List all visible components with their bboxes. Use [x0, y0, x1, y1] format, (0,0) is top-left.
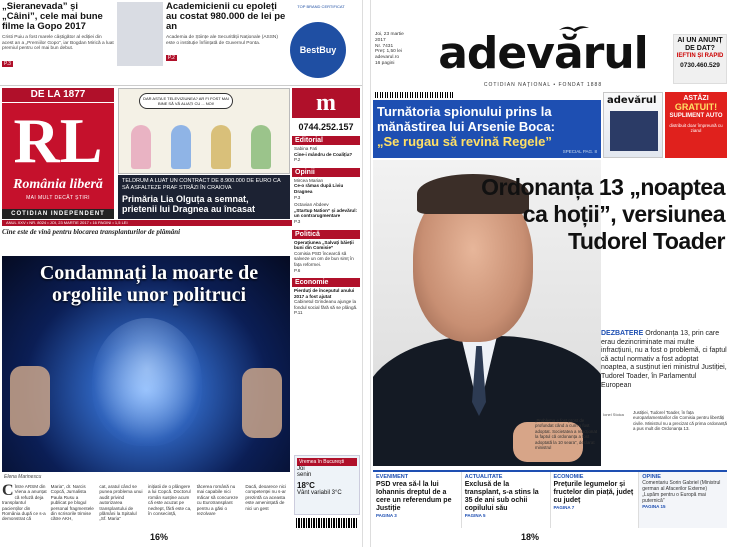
portrait-photo: [117, 2, 163, 66]
teaser-title: „Startup Nation” și adevărul: un contrarugmentare: [294, 207, 358, 219]
cartoon-headline: Primăria Lia Olguța a semnat, prietenii lui Dragnea au încasat: [122, 194, 256, 214]
masthead-tagline: COTIDIAN NAȚIONAL • FONDAT 1888: [483, 82, 603, 88]
page-ref: P.2: [168, 55, 175, 62]
cartoon-figure: [131, 125, 151, 169]
weather-state: senin: [297, 472, 312, 478]
author: Octavian Abdeev: [294, 202, 329, 208]
teaser-title: Pierduți de începutul anului 2017 a fost ajutat: [294, 288, 355, 299]
m-logo: m: [292, 88, 360, 118]
top-story-headline: Academicienii cu epoleți au costat 980.000 de lei pe an: [166, 1, 286, 32]
teaser-label: EVENIMENT: [376, 474, 409, 480]
byline: Elena Marinescu: [4, 474, 42, 480]
weather-day: Joi: [297, 466, 305, 472]
top-strip: [0, 0, 362, 86]
masthead-adevarul[interactable]: adevărul: [438, 28, 648, 79]
page-ref: P.2: [294, 157, 301, 163]
issue-site: adevarul.ro: [375, 55, 399, 61]
page-ref: PAGINA 3: [376, 513, 397, 518]
teaser-headline: Exclusă de la transplant, s-a stins la 35 de ani sub ochii copilului său: [464, 481, 539, 512]
percent-caption-left: 16%: [150, 532, 169, 542]
free-line1: ASTĂZI: [683, 95, 709, 102]
cartoon-figure: [211, 125, 231, 169]
teaser-headline: Prețurile legumelor și fructelor din piață, județ cu județ: [553, 481, 634, 504]
top-story-text: Cristi Puiu a fost marele câștigător al ediției din acest an a „Premiilor Gopo”, iar Bogdan Mirică a luat premiul pentru cel mai bun debut.: [2, 35, 114, 52]
author: Sabina Fati: [294, 146, 318, 151]
page-ref: P.11: [294, 310, 303, 316]
opinion-teaser[interactable]: [292, 177, 360, 201]
page-ref: P.3: [294, 218, 301, 224]
issue-pages: 16 pagini: [375, 60, 395, 66]
cartoon-figure: [251, 125, 271, 169]
magazine-cover-image: [610, 111, 658, 151]
page-ref: PAGINA 15: [642, 504, 666, 509]
cartoon-figure: [171, 125, 191, 169]
speech-bubble: DAR ASTA E TELEVIZIUNEA? AR FI FOST MAI BINE SĂ VĂ ALIAȚI CU ... NOI!: [139, 93, 233, 109]
drop-cap: C: [2, 482, 14, 499]
body-column: tăcerea română nu mai capabile nici măcar să concureze cu Eurotransplant pentru a găsi o rezolvare: [196, 484, 239, 517]
page-ref: PAGINA 7: [553, 505, 575, 510]
masthead-subtitle: COTIDIAN INDEPENDENT: [2, 209, 114, 219]
magazine-supplement[interactable]: [603, 92, 663, 158]
newspaper-adevarul: [371, 0, 730, 547]
teaser-event[interactable]: [373, 472, 462, 528]
teaser-title: Cine-i mândru de Coaliția?: [294, 151, 353, 157]
free-line4: distribuit doar împreună cu ziarul: [669, 123, 723, 133]
body-text: Justiției, Tudorel Toader, în fața europarlamentarilor din Comisia pentru libertăți civile. Ministrul nu a precizat că prima ordonanță a pus mult din Ordonanța 13.: [633, 410, 727, 432]
bottom-teasers: [373, 470, 727, 528]
masthead-logo: [2, 103, 114, 209]
body-column: Dacă, deoarece nici competenței nu s-ar prezintă ca aceasta este amenințată de nici un gest: [245, 484, 286, 511]
divider: [362, 0, 371, 547]
teaser-label: ECONOMIE: [553, 474, 584, 480]
teaser-economy[interactable]: [551, 472, 640, 528]
author: Ionel Stoica: [603, 412, 624, 417]
free-line3: SUPLIMENT AUTO: [669, 113, 723, 119]
teaser-title: Operațiunea „Salvați băieții buni din Comisie”: [294, 239, 354, 251]
main-headline[interactable]: Ordonanța 13 „noaptea ca hoții”, versiunea Tudorel Toader: [481, 174, 725, 254]
issue-number: Nr. 7431: [375, 43, 394, 49]
page-ref: P.3: [4, 60, 11, 67]
teaser-headline: PSD vrea să-l la lui Iohannis dreptul de a cere un referendum pe Justiție: [376, 481, 452, 512]
body-column: inițiatii de o plângere a lui Copcă. Doctorul român susține acum că este acuzat pe nedrept, fără este ca, în consecință,: [148, 484, 192, 517]
weather-title: Vremea în București: [297, 458, 357, 466]
issue-date: Joi, 23 martie 2017: [375, 32, 404, 43]
quote-text: „Problema e fost prost de profundat când a cum a fost adoptat. Societatea a reacționat la faptul că ordonanța a fost adoptată la 10 seara”, declarat ministrul: [535, 418, 598, 451]
page-ref: PAGINA 5: [464, 513, 486, 518]
lead-kicker: Cine este de vină pentru blocarea transplanturilor de plămâni: [2, 228, 181, 236]
section-opinions[interactable]: Opinii: [292, 168, 360, 177]
lead-paragraph: [601, 330, 727, 390]
bestbuy-seal: BestBuy: [290, 22, 346, 78]
free-supplement-badge[interactable]: [665, 92, 727, 158]
weather-box: [294, 455, 360, 515]
ad-promo-box[interactable]: [673, 34, 727, 84]
page-ref: SPECIAL PAG. 8: [562, 149, 597, 154]
page-ref: P.6: [294, 267, 301, 273]
promo-phone: 0730.460.529: [680, 62, 720, 69]
body-column: Maria”, dr. Narcis Copcă, Jurnalista Paula Rusu a publicat pe blogul personal fragmentele din scrisorile trimise către AKH,: [50, 484, 94, 522]
free-line2: GRATUIT!: [674, 102, 718, 112]
since-banner: DE LA 1877: [2, 88, 114, 102]
phone-number: 0744.252.157: [298, 122, 354, 132]
teaser-headline: Comentariu Sorin Gabriel (Ministrul german al Afacerilor Externe): [642, 480, 721, 492]
political-cartoon[interactable]: [118, 88, 290, 174]
barcode: [296, 518, 358, 528]
newspaper-romania-libera: [0, 0, 362, 547]
editorial-teaser[interactable]: [292, 145, 360, 164]
masthead-letters: RL: [13, 105, 103, 176]
top-headline-line3: „Se rugau să revină Regele”: [377, 134, 552, 149]
teaser-label: OPINIE: [642, 474, 661, 480]
section-economy[interactable]: Economie: [292, 278, 360, 287]
issue-price: Preț: 1,50 lei: [375, 49, 402, 55]
percent-caption-right: 18%: [521, 532, 540, 542]
top-headline-line2: mănăstirea lui Arsenie Boca:: [377, 119, 555, 134]
lead-headline[interactable]: Condamnați la moarte de orgoliile unor politruci: [39, 262, 259, 306]
page-ref: P.3: [294, 194, 301, 200]
cert-strip: TOP BRAND CERTIFICAT: [297, 4, 345, 9]
body-column: cat, aratul când se punea problema unui audit privind autorizarea transplantului de plămâni la Spitalul „Sf. Maria”: [99, 484, 143, 522]
teaser-text: „Lupăm pentru o Europă mai puternică”: [642, 492, 706, 504]
section-politics[interactable]: Politică: [292, 230, 360, 239]
hand: [242, 368, 282, 438]
top-headline-box[interactable]: [373, 100, 601, 158]
weather-wind: Vânt variabil 3°C: [297, 490, 342, 496]
masthead-slogan: MAI MULT DECÂT ȘTIRI: [26, 195, 90, 201]
teaser-title: Ce-o rămas după Liviu Dragnea: [294, 183, 344, 194]
cartoon-story[interactable]: [118, 175, 290, 219]
top-headline-line1: Turnătoria spionului prins la: [377, 104, 552, 119]
promo-line2: IEFTIN ȘI RAPID: [676, 53, 724, 59]
teaser-opinion[interactable]: [639, 472, 727, 528]
magazine-title: adevărul: [607, 95, 657, 106]
lead-text: Ordonanța 13, prin care erau dezincriminate mai multe infracțiuni, nu a fost o problemă, ci faptul că actul normativ a fost adoptat noaptea, a susținut ieri ministrul Justiției, Tudorel Toader, în Parlamentul European: [601, 330, 727, 389]
top-story-academy[interactable]: [166, 2, 288, 64]
top-story-gopo[interactable]: [2, 2, 114, 70]
top-story-headline: „Sieranevada” și „Câini”, cele mai bune filme la Gopo 2017: [2, 1, 103, 32]
teaser-text: Comisia PSD încearcă să salveze un om de bun simț în fața reformei.: [294, 250, 354, 267]
weather-max: 18°C: [297, 481, 315, 490]
section-editorial[interactable]: Editorial: [292, 136, 360, 145]
masthead-name: România liberă: [13, 177, 103, 192]
issue-line: ANUL XXV • NR. 8024 • JOI, 23 MARTIE 2017 • 16 PAGINI • 1,5 LEI: [2, 220, 292, 226]
barcode: [375, 92, 455, 98]
xray-head: [92, 318, 202, 446]
hand: [10, 366, 50, 436]
opinion-teaser[interactable]: [292, 201, 360, 225]
teaser-text: Cabinetul Grindeanu ajunge la fondul social fără să se plângă.: [294, 299, 358, 310]
lead-label: DEZBATERE: [601, 330, 644, 337]
body-column: C Între ARSM din Viena a anunțat că refuză deja transplantul pacienților din România după ce s-a demonstrat că: [2, 482, 47, 522]
top-story-text: Academia de Științe ale Securității Naționale (ASSN) este o instituție înființată de Guvernul Ponta.: [166, 35, 278, 46]
teaser-label: ACTUALITATE: [464, 474, 503, 480]
teaser-news[interactable]: [462, 472, 551, 528]
issue-meta: [375, 32, 413, 67]
cartoon-caption: TELDRUM A LUAT UN CONTRACT DE 8.900.000 DE EURO CA SĂ ASFALTEZE PRAF STRĂZI ÎN CRAIOVA: [122, 178, 281, 191]
author: Mircea Marian: [294, 177, 324, 183]
promo-line1: AI UN ANUNȚ DE DAT?: [677, 37, 723, 52]
lead-body: [2, 484, 290, 528]
politics-teaser[interactable]: [292, 239, 360, 275]
economy-teaser[interactable]: [292, 287, 360, 317]
